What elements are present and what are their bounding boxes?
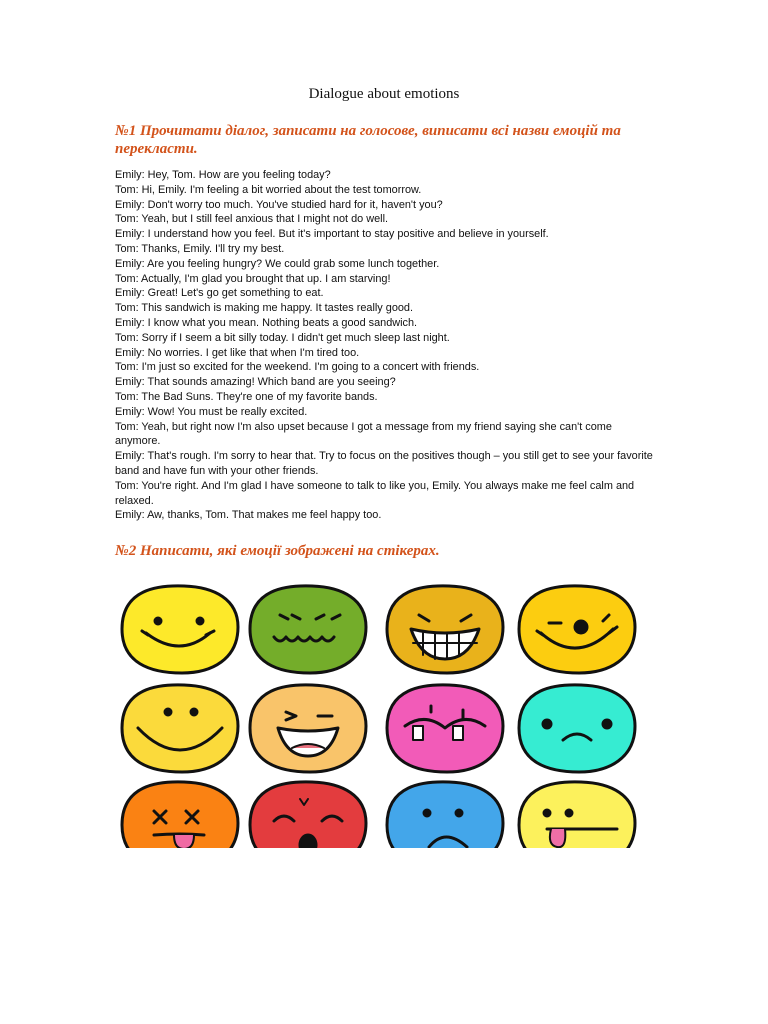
big-smile-face-icon bbox=[122, 685, 238, 772]
dialogue-line: Tom: I'm just so excited for the weekend. I'm going to a concert with friends. bbox=[115, 361, 480, 374]
frowning-face-icon bbox=[387, 782, 503, 848]
dialogue-line: Emily: I know what you mean. Nothing beats a good sandwich. bbox=[115, 316, 418, 329]
page-title: Dialogue about emotions bbox=[308, 86, 460, 102]
smiling-face-icon bbox=[122, 586, 238, 673]
laughing-face-icon bbox=[250, 685, 366, 772]
dialogue-line: Tom: This sandwich is making me happy. It tastes really good. bbox=[115, 302, 414, 315]
dialogue-line: Tom: Sorry if I seem a bit silly today. I didn't get much sleep last night. bbox=[115, 331, 450, 344]
emoji-sticker-grid bbox=[110, 578, 655, 848]
winking-face-icon bbox=[519, 586, 635, 673]
dialogue-line: Tom: Actually, I'm glad you brought that up. I am starving! bbox=[115, 272, 391, 285]
dialogue-line: Tom: You're right. And I'm glad I have someone to talk to like you, Emily. You always make me feel calm and relaxed. bbox=[115, 479, 635, 507]
dialogue-line: Emily: Aw, thanks, Tom. That makes me feel happy too. bbox=[115, 509, 382, 522]
dialogue-line: Emily: Don't worry too much. You've studied hard for it, haven't you? bbox=[115, 198, 443, 211]
dialogue-line: Emily: Wow! You must be really excited. bbox=[115, 405, 308, 418]
dialogue-line: Emily: Are you feeling hungry? We could grab some lunch together. bbox=[115, 257, 440, 270]
dialogue-line: Tom: Yeah, but right now I'm also upset because I got a message from my friend saying she can't come anymore. bbox=[115, 420, 612, 448]
dizzy-tongue-face-icon bbox=[122, 782, 238, 848]
dialogue-line: Emily: That's rough. I'm sorry to hear that. Try to focus on the positives though – you still get to see your favorite band and have fun with your other friends. bbox=[115, 450, 653, 477]
dialogue-line: Emily: Great! Let's go get something to eat. bbox=[115, 287, 324, 300]
dialogue-line: Emily: Hey, Tom. How are you feeling today? bbox=[115, 169, 331, 181]
wavy-mouth-face-icon bbox=[250, 586, 366, 673]
dialogue-line: Emily: I understand how you feel. But it's important to stay positive and believe in yourself. bbox=[115, 228, 549, 241]
dialogue-line: Tom: Hi, Emily. I'm feeling a bit worried about the test tomorrow. bbox=[115, 183, 422, 196]
task-1-heading: №1 Прочитати діалог, записати на голосове, виписати всі назви емоцій та перекласти. bbox=[115, 123, 621, 157]
dialogue-line: Tom: Thanks, Emily. I'll try my best. bbox=[115, 242, 285, 255]
grinning-teeth-face-icon bbox=[387, 586, 503, 673]
dialogue-line: Emily: No worries. I get like that when I'm tired too. bbox=[115, 346, 360, 359]
worried-buck-teeth-face-icon bbox=[387, 685, 503, 772]
surprised-face-icon bbox=[250, 782, 366, 848]
dialogue-line: Emily: That sounds amazing! Which band are you seeing? bbox=[115, 376, 396, 389]
sad-face-icon bbox=[519, 685, 635, 772]
tongue-out-face-icon bbox=[519, 782, 635, 848]
dialogue-line: Tom: The Bad Suns. They're one of my favorite bands. bbox=[115, 390, 378, 403]
dialogue-line: Tom: Yeah, but I still feel anxious that I might not do well. bbox=[115, 213, 389, 226]
dialogue-text bbox=[115, 168, 655, 523]
task-2-heading: №2 Написати, які емоції зображені на стікерах. bbox=[115, 543, 440, 559]
